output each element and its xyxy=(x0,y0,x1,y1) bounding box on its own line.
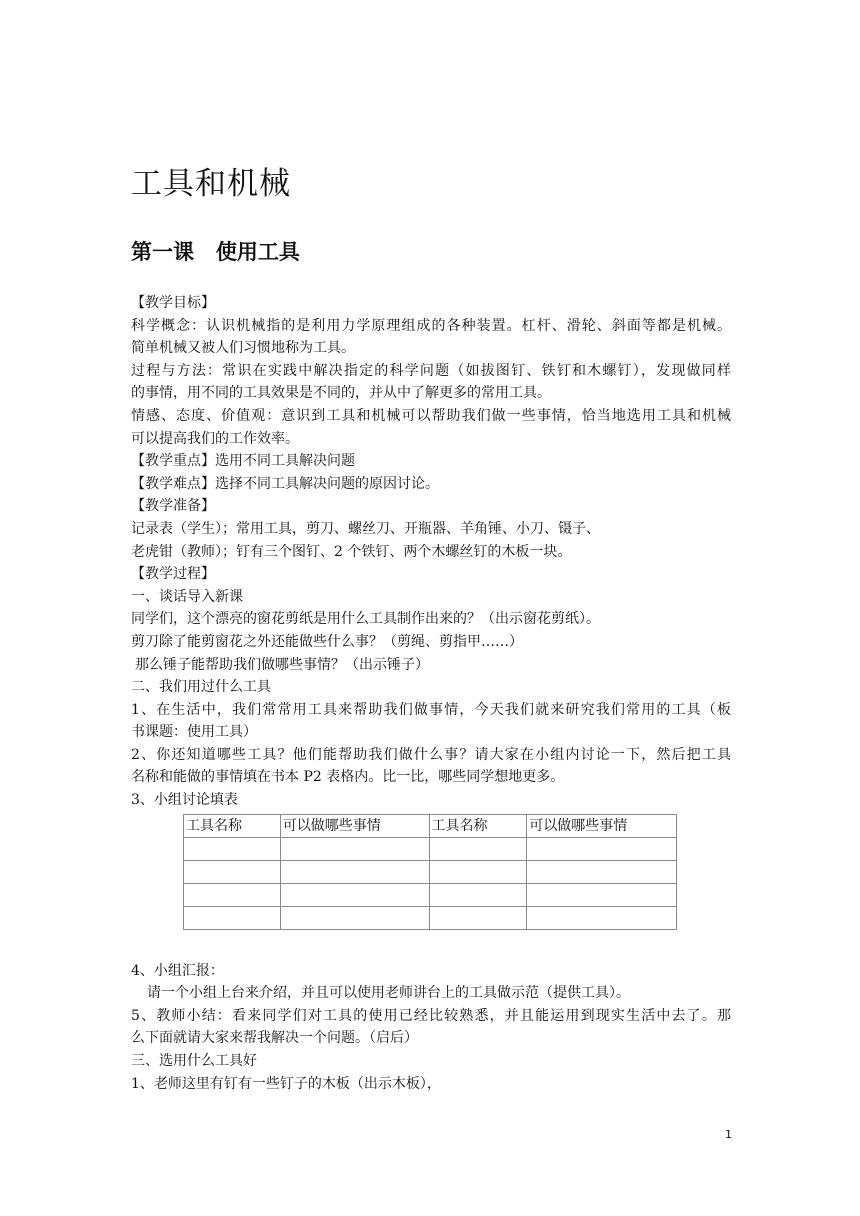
text-line: 【教学准备】 xyxy=(131,498,215,515)
text-line: 1、老师这里有钉有一些钉子的木板（出示木板）， xyxy=(131,1075,441,1092)
text-line: 5、教师小结：看来同学们对工具的使用已经比较熟悉，并且能运用到现实生活中去了。那 xyxy=(131,1007,731,1024)
table-cell xyxy=(280,906,429,929)
table-cell xyxy=(429,860,527,883)
text-line: 2、你还知道哪些工具？他们能帮助我们做什么事？请大家在小组内讨论一下，然后把工具 xyxy=(131,746,731,763)
table-header-cell: 可以做哪些事情 xyxy=(527,814,677,837)
text-line: 情感、态度、价值观：意识到工具和机械可以帮助我们做一些事情，恰当地选用工具和机械 xyxy=(131,407,731,424)
text-line: 请一个小组上台来介绍，并且可以使用老师讲台上的工具做示范（提供工具）。 xyxy=(147,985,630,1002)
text-line: 简单机械又被人们习惯地称为工具。 xyxy=(131,340,355,357)
text-line: 【教学重点】选用不同工具解决问题 xyxy=(131,453,355,470)
text-line: 【教学难点】选择不同工具解决问题的原因讨论。 xyxy=(131,475,439,492)
table-cell xyxy=(280,860,429,883)
text-line: 同学们，这个漂亮的窗花剪纸是用什么工具制作出来的？（出示窗花剪纸）。 xyxy=(131,611,600,628)
text-line: 3、小组讨论填表 xyxy=(131,792,238,809)
lesson-title: 第一课 使用工具 xyxy=(131,240,300,264)
table-row xyxy=(184,906,677,929)
table-header-cell: 可以做哪些事情 xyxy=(280,814,429,837)
text-line: 一、谈话导入新课 xyxy=(131,588,243,605)
table-row xyxy=(184,837,677,860)
lesson-plan-text-continued xyxy=(131,960,731,1096)
table-row xyxy=(184,860,677,883)
text-line: 三、选用什么工具好 xyxy=(131,1053,257,1070)
text-line: 【教学目标】 xyxy=(131,295,215,311)
table-cell xyxy=(527,883,677,906)
table-cell xyxy=(280,837,429,860)
text-line: 1、在生活中，我们常常用工具来帮助我们做事情，今天我们就来研究我们常用的工具（板 xyxy=(131,701,731,718)
text-line: 科学概念：认识机械指的是利用力学原理组成的各种装置。杠杆、滑轮、斜面等都是机械。 xyxy=(131,317,731,334)
text-line: 4、小组汇报： xyxy=(131,962,224,979)
text-line: 可以提高我们的工作效率。 xyxy=(131,430,299,447)
tool-discussion-table xyxy=(183,814,677,930)
table-cell xyxy=(184,906,281,929)
text-line: 剪刀除了能剪窗花之外还能做些什么事？（剪绳、剪指甲……） xyxy=(131,633,523,650)
table-cell xyxy=(527,860,677,883)
discussion-table-wrapper xyxy=(183,814,731,930)
text-line: 名称和能做的事情填在书本 P2 表格内。比一比，哪些同学想地更多。 xyxy=(131,769,565,786)
text-line: 那么锤子能帮助我们做哪些事情？（出示锤子） xyxy=(135,656,429,673)
table-cell xyxy=(429,906,527,929)
page-number: 1 xyxy=(725,1128,732,1141)
text-line: 老虎钳（教师）；钉有三个图钉、2 个铁钉、两个木螺丝钉的木板一块。 xyxy=(131,543,572,560)
text-line: 的事情，用不同的工具效果是不同的，并从中了解更多的常用工具。 xyxy=(131,385,551,402)
table-cell xyxy=(527,906,677,929)
table-header-row xyxy=(184,814,677,837)
text-line: 记录表（学生）；常用工具，剪刀、螺丝刀、开瓶器、羊角锤、小刀、镊子、 xyxy=(131,520,600,537)
table-header-cell: 工具名称 xyxy=(184,814,281,837)
text-line: 书课题：使用工具） xyxy=(131,724,257,741)
lesson-body xyxy=(131,292,731,1095)
text-line: 【教学过程】 xyxy=(131,566,215,583)
table-cell xyxy=(184,860,281,883)
table-cell xyxy=(184,883,281,906)
lesson-plan-text xyxy=(131,292,731,812)
text-line: 二、我们用过什么工具 xyxy=(131,679,271,696)
document-title: 工具和机械 xyxy=(131,166,291,202)
text-line: 么下面就请大家来帮我解决一个问题。（启后） xyxy=(131,1030,418,1047)
table-cell xyxy=(184,837,281,860)
text-line: 过程与方法：常识在实践中解决指定的科学问题（如拔图钉、铁钉和木螺钉），发现做同样 xyxy=(131,362,731,379)
table-header-cell: 工具名称 xyxy=(429,814,527,837)
table-cell xyxy=(280,883,429,906)
table-row xyxy=(184,883,677,906)
table-cell xyxy=(429,837,527,860)
table-cell xyxy=(527,837,677,860)
table-cell xyxy=(429,883,527,906)
